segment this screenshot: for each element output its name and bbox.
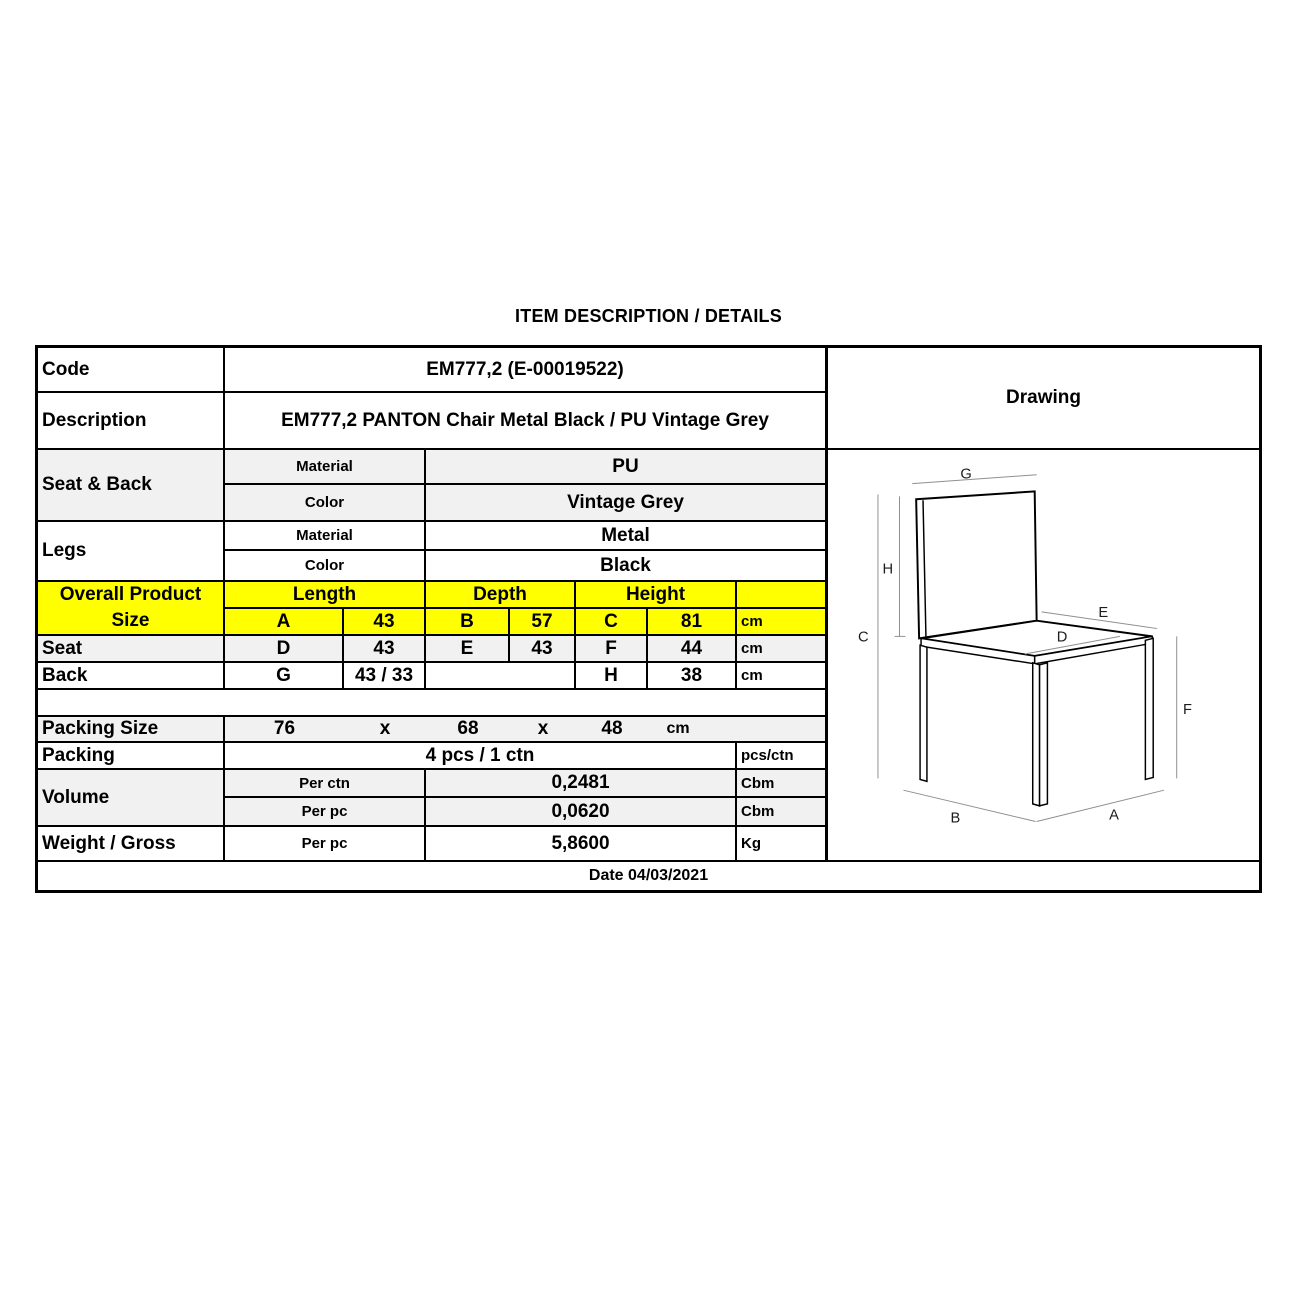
dim-line-b [903,790,1035,821]
back-g-value: 43 / 33 [344,663,426,688]
seat-back-color-value: Vintage Grey [567,491,684,513]
chair-drawing [828,450,1259,860]
back-unit: cm [741,667,763,684]
legs-color-row [225,551,825,580]
overall-size-label-line2: Size [111,610,150,631]
weight-row [38,827,825,860]
packing-size-label: Packing Size [38,717,225,741]
overall-c-key: C [576,609,648,634]
dim-label-d: D [1056,629,1068,646]
volume-per-ctn-row [225,770,825,798]
packing-size-depth: 68 [457,718,479,739]
description-label: Description [38,393,225,448]
volume-per-pc-value: 0,0620 [426,798,737,825]
legs-section [38,522,825,582]
size-header-row [225,582,825,609]
overall-a-key: A [225,609,344,634]
seat-d-value: 43 [344,636,426,661]
dim-label-a: A [1109,807,1119,824]
seat-d-key: D [225,636,344,661]
code-value: EM777,2 (E-00019522) [426,358,624,380]
legs-material-row [225,522,825,551]
overall-size-value-row [225,609,825,634]
drawing-area [828,450,1259,860]
seat-back-color-name: Color [225,485,426,520]
dim-label-b: B [950,810,961,827]
seat-f-value: 44 [648,636,737,661]
legs-color-name: Color [225,551,426,580]
weight-label: Weight / Gross [38,827,225,860]
volume-per-pc-unit: Cbm [741,803,775,820]
chair-legs [920,638,1153,806]
dim-label-f: F [1183,701,1192,718]
overall-b-key: B [426,609,510,634]
description-value: EM777,2 PANTON Chair Metal Black / PU Vintage Grey [281,409,769,431]
seat-e-key: E [426,636,510,661]
legs-material-name: Material [225,522,426,549]
overall-unit: cm [741,613,763,630]
size-header-depth: Depth [426,582,576,607]
seat-back-label: Seat & Back [38,450,225,520]
packing-value: 4 pcs / 1 ctn [225,743,737,768]
overall-size-label-line1: Overall Product [59,584,202,605]
packing-label: Packing [38,743,225,768]
overall-size-label [38,582,225,634]
table-main [38,348,825,860]
description-row [38,393,825,450]
seat-size-label: Seat [38,636,225,661]
packing-size-length: 76 [273,718,296,739]
size-header-length: Length [225,582,426,607]
seat-unit: cm [741,640,763,657]
overall-c-value: 81 [648,609,737,634]
back-h-key: H [576,663,648,688]
dim-label-g: G [960,466,972,483]
weight-value: 5,8600 [426,827,737,860]
seat-back-section [38,450,825,522]
back-size-label: Back [38,663,225,688]
size-header-unit-spacer [737,582,825,607]
weight-unit: Kg [741,835,761,852]
overall-size-section [38,582,825,636]
packing-size-value [225,717,825,741]
volume-per-pc-name: Per pc [225,798,426,825]
dim-label-c: C [857,629,869,646]
packing-size-sep2: x [537,718,549,739]
page-title: ITEM DESCRIPTION / DETAILS [515,306,782,326]
dim-line-g [912,475,1036,484]
date-row: Date 04/03/2021 [38,860,1259,890]
back-depth-empty [426,663,576,688]
overall-a-value: 43 [344,609,426,634]
packing-size-sep1: x [379,718,391,739]
seat-back-material-row [225,450,825,485]
volume-section [38,770,825,827]
chair-leg-front-right-face [1040,663,1048,806]
volume-per-pc-row [225,798,825,825]
legs-material-value: Metal [601,524,650,546]
seat-f-key: F [576,636,648,661]
code-row [38,348,825,393]
packing-size-row [38,717,825,743]
chair-leg-front-left-face [1033,663,1040,806]
legs-label: Legs [38,522,225,580]
back-g-key: G [225,663,344,688]
seat-size-row [38,636,825,663]
volume-label: Volume [38,770,225,825]
back-size-row [38,663,825,690]
seat-e-value: 43 [510,636,576,661]
packing-row [38,743,825,770]
table-body [38,348,1259,860]
packing-unit: pcs/ctn [741,747,794,764]
volume-per-ctn-unit: Cbm [741,774,775,792]
overall-b-value: 57 [510,609,576,634]
seat-back-color-row [225,485,825,520]
seat-back-material-value: PU [612,455,639,477]
code-label: Code [38,348,225,391]
dim-label-e: E [1098,604,1109,621]
spacer-row [38,690,825,717]
dim-label-h: H [882,561,894,578]
size-header-height: Height [576,582,737,607]
dim-line-a [1037,790,1164,821]
chair [916,491,1153,805]
spec-table [35,345,1262,893]
legs-color-value: Black [600,554,651,576]
packing-size-unit: cm [666,720,690,737]
weight-per-pc-name: Per pc [225,827,426,860]
chair-leg-back-left [920,645,927,781]
drawing-title: Drawing [828,348,1259,450]
chair-leg-right [1145,638,1153,779]
volume-per-ctn-value: 0,2481 [426,770,737,796]
seat-back-material-name: Material [225,450,426,483]
packing-size-height: 48 [601,718,623,739]
chair-backrest [916,491,1036,638]
drawing-panel [825,348,1259,860]
volume-per-ctn-name: Per ctn [225,770,426,796]
back-h-value: 38 [648,663,737,688]
